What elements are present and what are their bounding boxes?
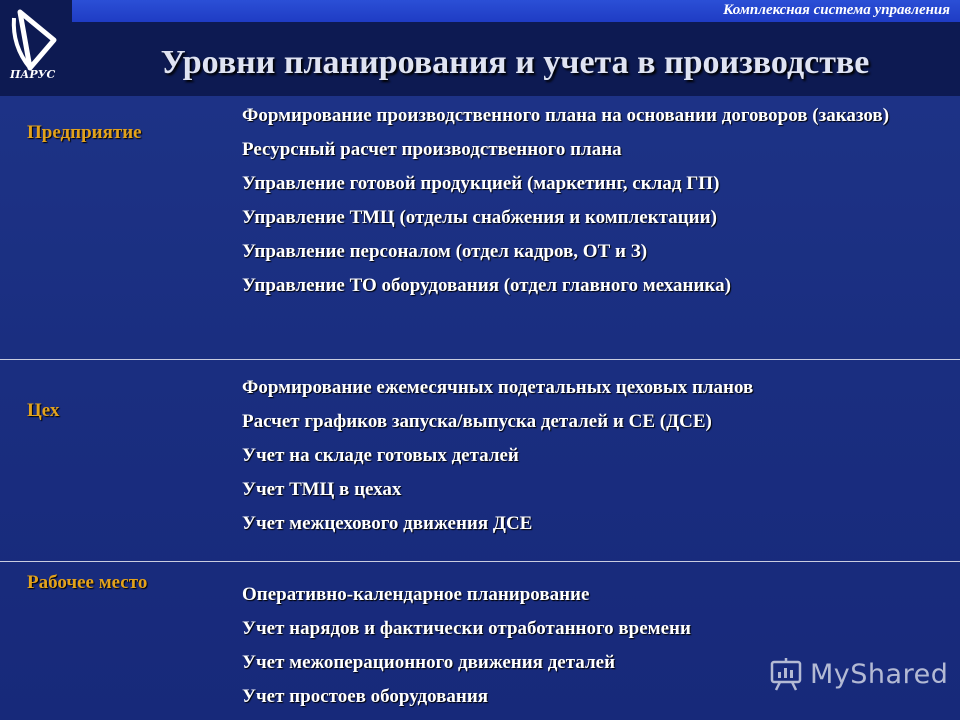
workshop-items [242,376,942,546]
page-title: Уровни планирования и учета в производстве [160,44,870,81]
list-item: Формирование производственного плана на основании договоров (заказов) [242,105,890,126]
workplace-items [242,583,942,719]
system-name: Комплексная система управления [723,2,950,18]
list-item: Учет нарядов и фактически отработанного времени [242,618,691,639]
list-item: Формирование ежемесячных подетальных цеховых планов [242,377,754,398]
list-item: Учет на складе готовых деталей [242,445,519,466]
level-label-enterprise: Предприятие [27,122,142,143]
list-item: Управление ТМЦ (отделы снабжения и комплектации) [242,207,717,228]
list-item: Учет межцехового движения ДСЕ [242,513,533,534]
list-item: Ресурсный расчет производственного плана [242,139,622,160]
logo-text: ПАРУС [10,68,56,81]
watermark [768,656,948,692]
section-divider [0,359,960,360]
list-item: Расчет графиков запуска/выпуска деталей и СЕ (ДСЕ) [242,411,712,432]
section-divider [0,561,960,562]
watermark-text: MyShared [810,658,949,690]
level-label-workplace: Рабочее место [27,572,148,593]
list-item: Управление персоналом (отдел кадров, ОТ и З) [242,241,648,262]
list-item: Управление готовой продукцией (маркетинг, склад ГП) [242,173,720,194]
list-item: Оперативно-календарное планирование [242,584,590,605]
list-item: Учет межоперационного движения деталей [242,652,616,673]
list-item: Учет простоев оборудования [242,686,489,707]
list-item: Учет ТМЦ в цехах [242,479,402,500]
list-item: Управление ТО оборудования (отдел главного механика) [242,275,731,296]
presentation-board-icon [768,656,804,692]
level-label-workshop: Цех [27,400,60,421]
enterprise-items [242,104,942,308]
